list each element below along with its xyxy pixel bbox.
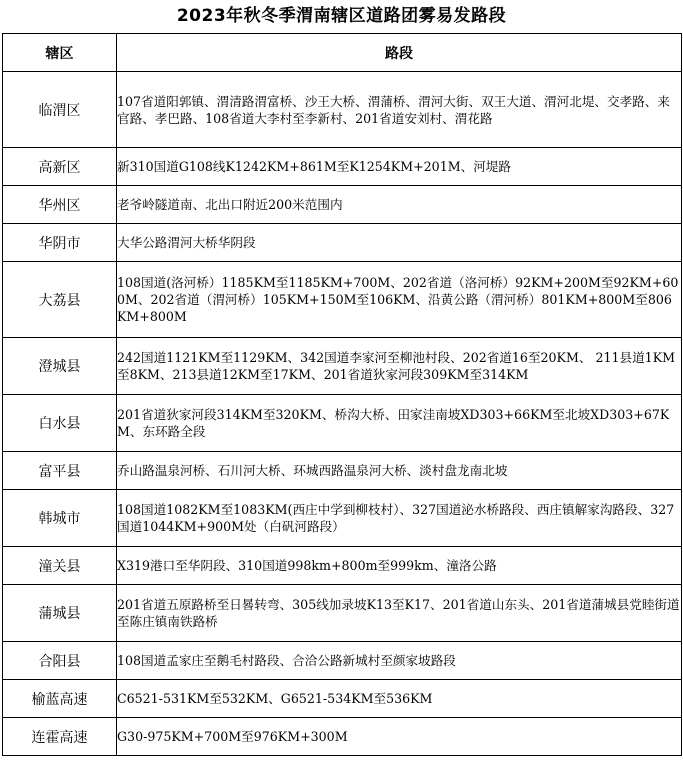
header-district: 辖区	[3, 34, 117, 72]
table-row	[3, 262, 682, 338]
district-cell: 潼关县	[3, 547, 117, 585]
table-row	[3, 718, 682, 756]
table-row	[3, 680, 682, 718]
roads-cell: 108国道孟家庄至鹅毛村路段、合洽公路新城村至颜家坡路段	[117, 642, 682, 680]
district-cell: 蒲城县	[3, 585, 117, 642]
table-header-row	[3, 34, 682, 72]
table-row	[3, 338, 682, 395]
district-cell: 韩城市	[3, 490, 117, 547]
table-row	[3, 490, 682, 547]
roads-cell: 108国道1082KM至1083KM(西庄中学到柳枝村）、327国道泌水桥路段、西庄镇解家沟路段、327国道1044KM+900M处（白矾河路段）	[117, 490, 682, 547]
district-cell: 华阴市	[3, 224, 117, 262]
roads-cell: 108国道(洛河桥）1185KM至1185KM+700M、202省道（洛河桥）92KM+200M至92KM+600M、202省道（渭河桥）105KM+150M至106KM、沿黄公路（渭河桥）801KM+800M至806KM+800M	[117, 262, 682, 338]
district-cell: 华州区	[3, 186, 117, 224]
district-cell: 大荔县	[3, 262, 117, 338]
district-cell: 连霍高速	[3, 718, 117, 756]
roads-cell: X319港口至华阴段、310国道998km+800m至999km、潼洛公路	[117, 547, 682, 585]
roads-cell: 老爷岭隧道南、北出口附近200米范围内	[117, 186, 682, 224]
table-row	[3, 642, 682, 680]
roads-cell: 201省道五原路桥至日晷转弯、305线加录坡K13至K17、201省道山东头、201省道蒲城县党睦街道至陈庄镇南铁路桥	[117, 585, 682, 642]
district-cell: 白水县	[3, 395, 117, 452]
roads-cell: 242国道1121KM至1129KM、342国道李家河至柳池村段、202省道16至20KM、 211县道1KM至8KM、213县道12KM至17KM、201省道狄家河段309KM至314KM	[117, 338, 682, 395]
district-cell: 富平县	[3, 452, 117, 490]
roads-cell: 201省道狄家河段314KM至320KM、桥沟大桥、田家洼南坡XD303+66KM至北坡XD303+67KM、东环路全段	[117, 395, 682, 452]
district-cell: 澄城县	[3, 338, 117, 395]
district-cell: 临渭区	[3, 72, 117, 148]
roads-cell: 大华公路渭河大桥华阴段	[117, 224, 682, 262]
roads-cell: 107省道阳郭镇、渭清路渭富桥、沙王大桥、渭蒲桥、渭河大街、双王大道、渭河北堤、交孝路、来官路、孝巴路、108省道大李村至李新村、201省道安刘村、渭花路	[117, 72, 682, 148]
header-roads: 路段	[117, 34, 682, 72]
district-cell: 合阳县	[3, 642, 117, 680]
table-row	[3, 395, 682, 452]
roads-cell: 乔山路温泉河桥、石川河大桥、环城西路温泉河大桥、淡村盘龙南北坡	[117, 452, 682, 490]
roads-cell: G30-975KM+700M至976KM+300M	[117, 718, 682, 756]
table-row	[3, 148, 682, 186]
district-cell: 高新区	[3, 148, 117, 186]
district-cell: 榆蓝高速	[3, 680, 117, 718]
table-row	[3, 72, 682, 148]
table-row	[3, 585, 682, 642]
roads-cell: 新310国道G108线K1242KM+861M至K1254KM+201M、河堤路	[117, 148, 682, 186]
roads-cell: C6521-531KM至532KM、G6521-534KM至536KM	[117, 680, 682, 718]
fog-road-table	[2, 33, 682, 756]
table-row	[3, 224, 682, 262]
table-row	[3, 186, 682, 224]
table-row	[3, 452, 682, 490]
table-row	[3, 547, 682, 585]
page-title: 2023年秋冬季渭南辖区道路团雾易发路段	[176, 6, 507, 26]
